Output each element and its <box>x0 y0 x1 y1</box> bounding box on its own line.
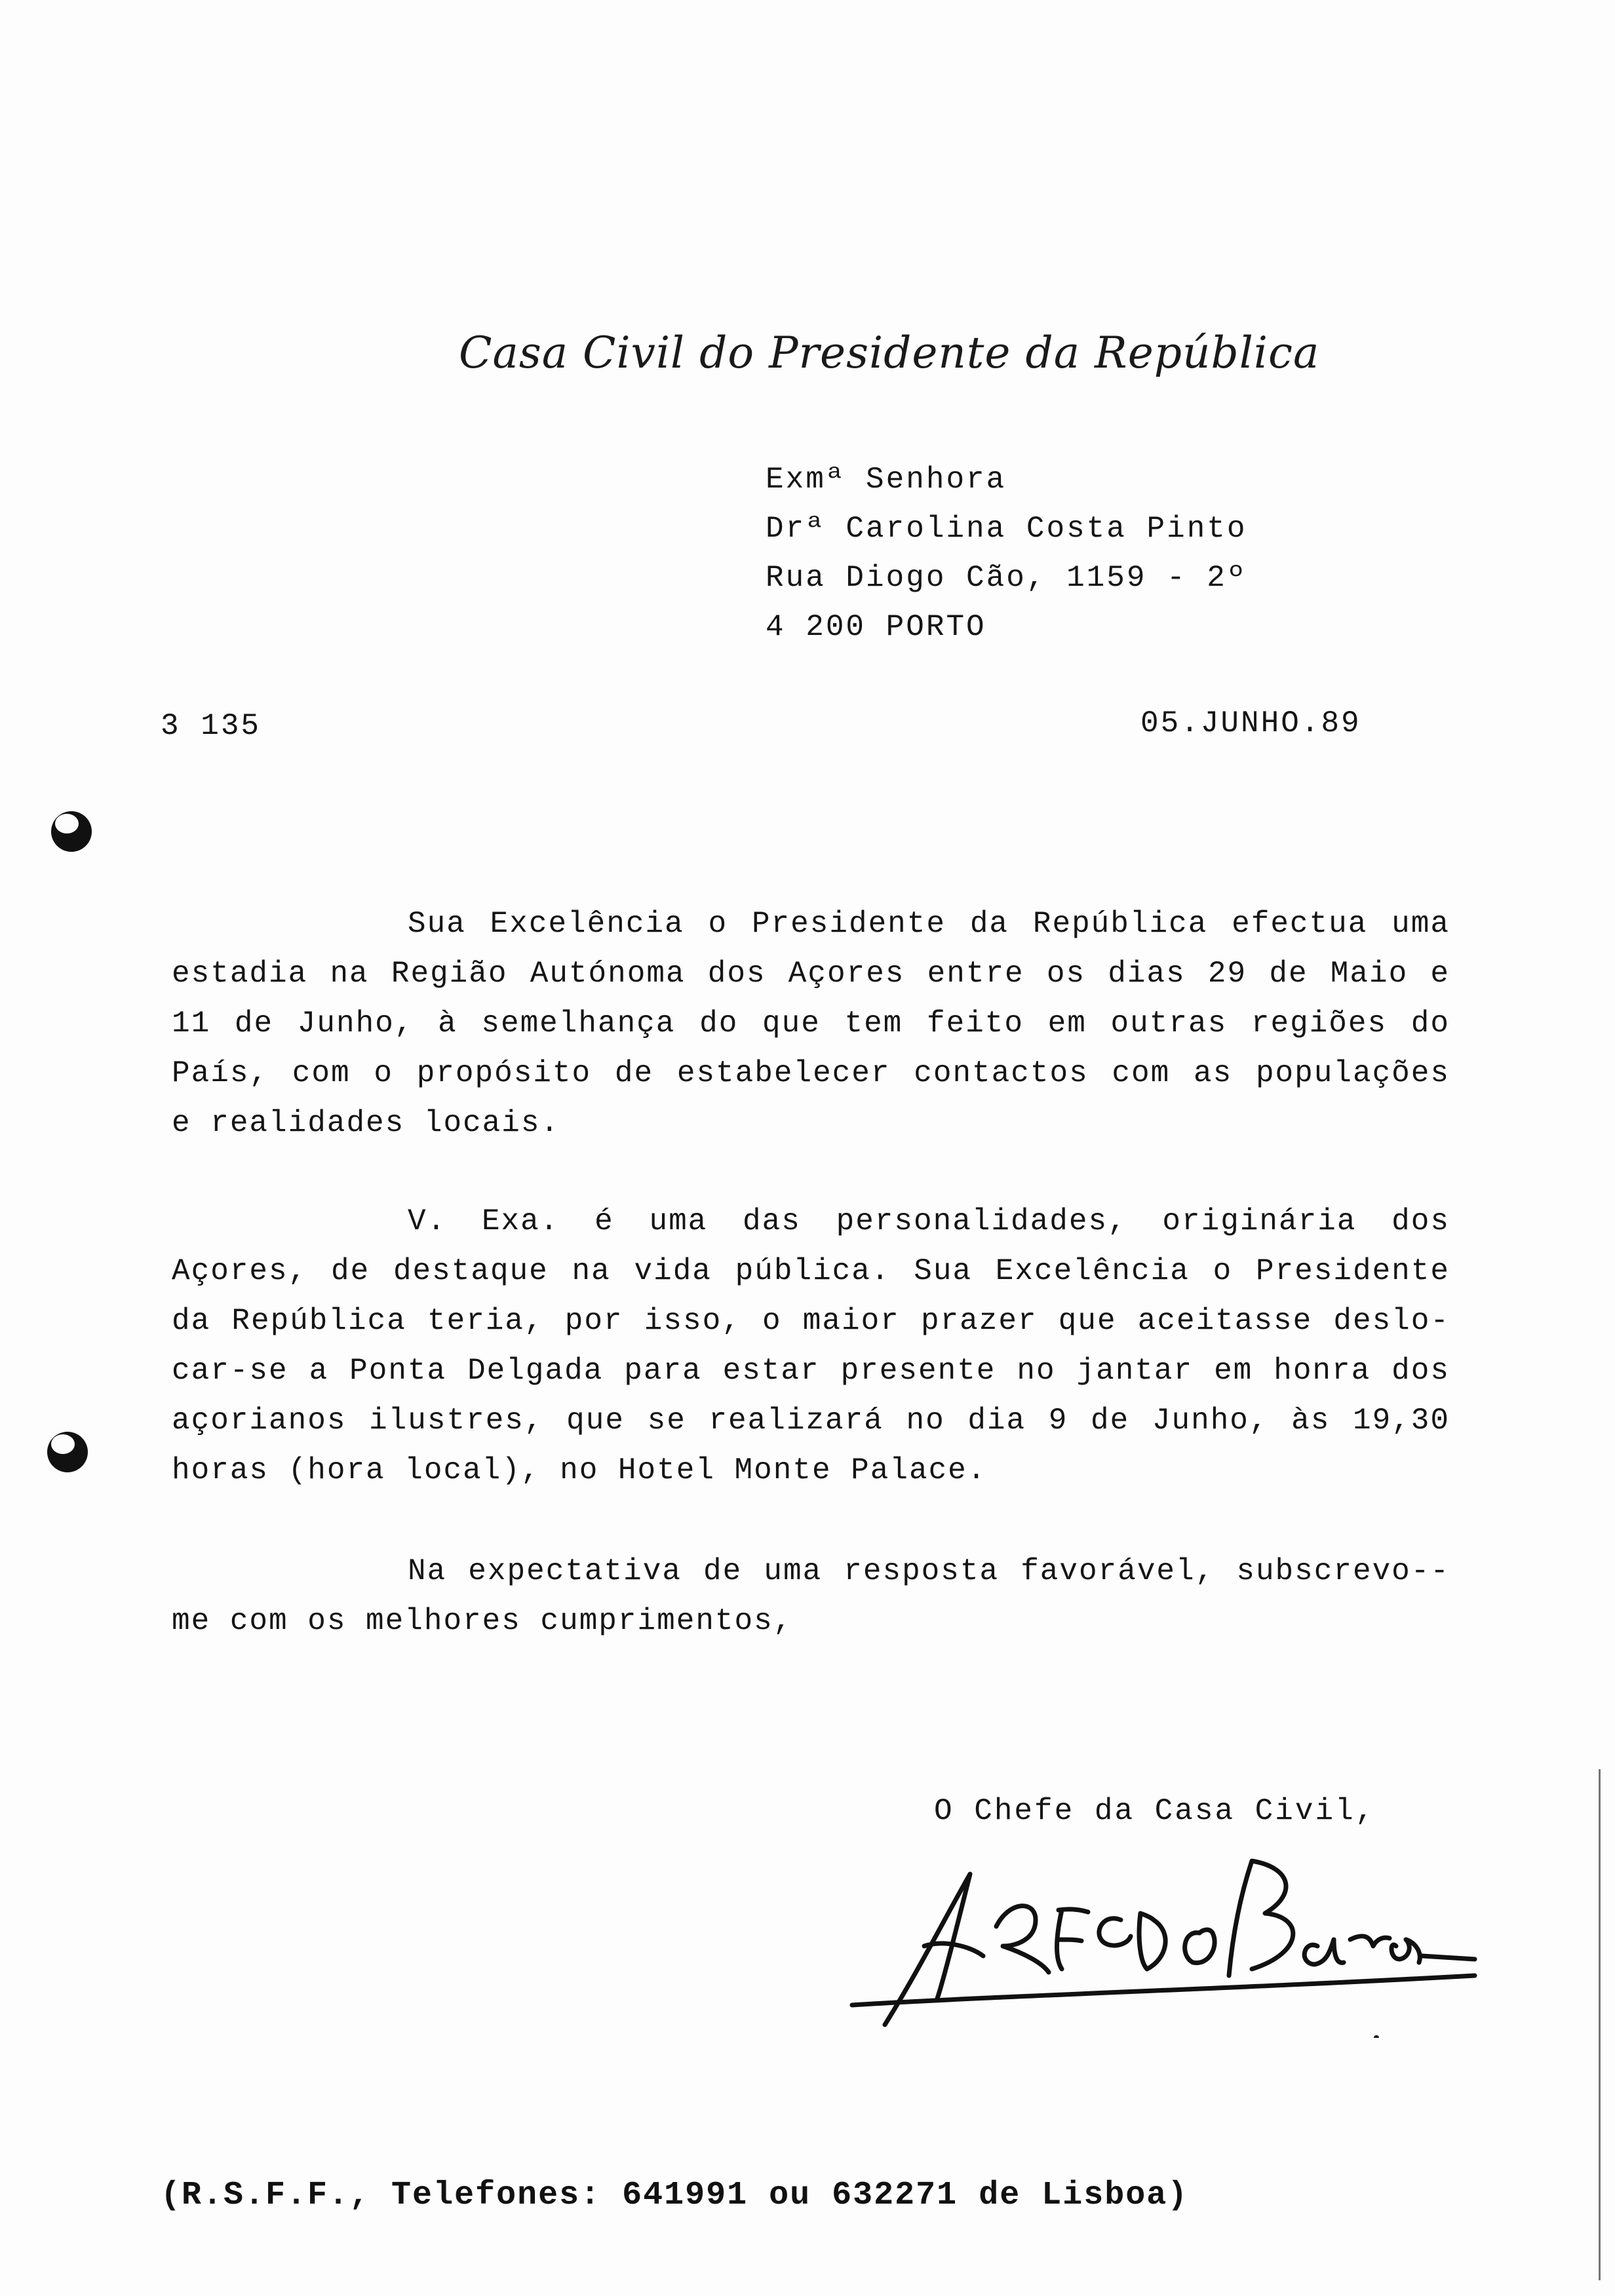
letter-date: 05.JUNHO.89 <box>1140 706 1361 740</box>
recipient-street: Rua Diogo Cão, 1159 - 2º <box>766 561 1247 595</box>
paragraph-3-text: Na expectativa de uma resposta favorável, subscrevo--me com os melhores cumprimentos, <box>172 1554 1450 1638</box>
recipient-block <box>766 455 1247 652</box>
paragraph-2-text: V. Exa. é uma das personalidades, originária dos Açores, de destaque na vida pública. Sua Excelência o Presidente da República teria, por isso, o maior prazer que aceitasse deslo-car-se a Ponta Delgada para estar presente no jantar em honra dos açorianos ilustres, que se realizará no dia 9 de Junho, às 19,30 horas (hora local), no Hotel Monte Palace. <box>172 1204 1450 1487</box>
letterhead: Casa Civil do Presidente da República <box>459 328 1320 378</box>
paragraph-1-text: Sua Excelência o Presidente da República efectua uma estadia na Região Autónoma dos Açores entre os dias 29 de Maio e 11 de Junho, à semelhança do que tem feito em outras regiões do País, com o propósito de estabelecer contactos com as populações e realidades locais. <box>172 907 1450 1140</box>
paragraph-2 <box>172 1196 1450 1495</box>
punch-hole-top <box>51 811 92 852</box>
signoff-title: O Chefe da Casa Civil, <box>934 1794 1376 1828</box>
recipient-salutation: Exmª Senhora <box>766 463 1007 497</box>
reference-number: 3 135 <box>161 709 262 743</box>
recipient-city: 4 200 PORTO <box>766 610 986 644</box>
signature-image <box>846 1848 1488 2038</box>
punch-hole-bottom <box>47 1432 88 1472</box>
footer-contact: (R.S.F.F., Telefones: 641991 ou 632271 de Lisboa) <box>161 2177 1189 2214</box>
paragraph-3 <box>172 1546 1450 1646</box>
recipient-name: Drª Carolina Costa Pinto <box>766 512 1247 546</box>
right-edge-shadow <box>1599 1769 1601 2280</box>
paragraph-1 <box>172 899 1450 1148</box>
